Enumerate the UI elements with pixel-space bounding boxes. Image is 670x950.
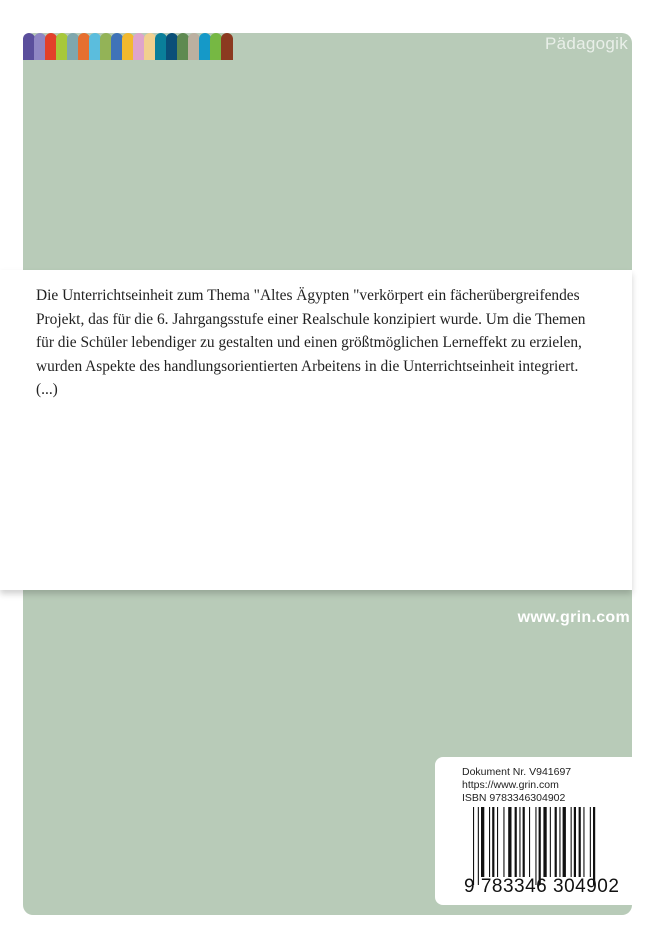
barcode-bar xyxy=(590,807,591,877)
barcode-bar xyxy=(543,807,546,877)
barcode-bar xyxy=(539,807,541,885)
barcode-bar xyxy=(492,807,494,877)
barcode-bar xyxy=(519,807,520,877)
barcode-bar xyxy=(559,807,560,877)
publisher-website: www.grin.com xyxy=(517,609,630,626)
document-number: Dokument Nr. V941697 xyxy=(462,766,572,778)
barcode-bar xyxy=(555,807,557,877)
barcode-bar xyxy=(579,807,581,877)
barcode-digits: 9 783346 304902 xyxy=(464,876,620,897)
blurb-text: Die Unterrichtseinheit zum Thema "Altes Ägypten "verkörpert ein fächerübergreifendes Projekt, das für die 6. Jahrgangsstufe einer Realschule konzipiert wurde. Um die Themen für die Schüler lebendiger zu gestalten und einen größtmöglichen Lerneffekt zu erzielen, wurden Aspekte des handlungsorientierten Arbeitens in die Unterrichtseinheit integriert. (...) xyxy=(36,287,586,398)
barcode xyxy=(473,807,623,885)
blurb-box xyxy=(0,270,632,590)
barcode-bar xyxy=(583,807,584,877)
barcode-bar xyxy=(523,807,525,877)
barcode-bar xyxy=(497,807,498,877)
isbn-box xyxy=(435,757,632,905)
barcode-bar xyxy=(571,807,572,877)
barcode-bar xyxy=(503,807,504,877)
barcode-bar xyxy=(478,807,479,885)
barcode-bar xyxy=(535,807,536,885)
color-tabs xyxy=(23,33,232,60)
barcode-bar xyxy=(529,807,530,877)
isbn-number: ISBN 9783346304902 xyxy=(462,792,566,804)
barcode-bar xyxy=(563,807,566,877)
document-url: https://www.grin.com xyxy=(462,779,559,791)
barcode-bar xyxy=(508,807,511,877)
category-label: Pädagogik xyxy=(544,34,628,53)
color-tab xyxy=(221,33,233,60)
barcode-bar xyxy=(473,807,474,885)
barcode-bar xyxy=(550,807,551,877)
barcode-bar xyxy=(489,807,490,877)
barcode-bar xyxy=(593,807,595,885)
barcode-bar xyxy=(574,807,576,877)
barcode-bar xyxy=(481,807,484,877)
barcode-bar xyxy=(515,807,517,877)
